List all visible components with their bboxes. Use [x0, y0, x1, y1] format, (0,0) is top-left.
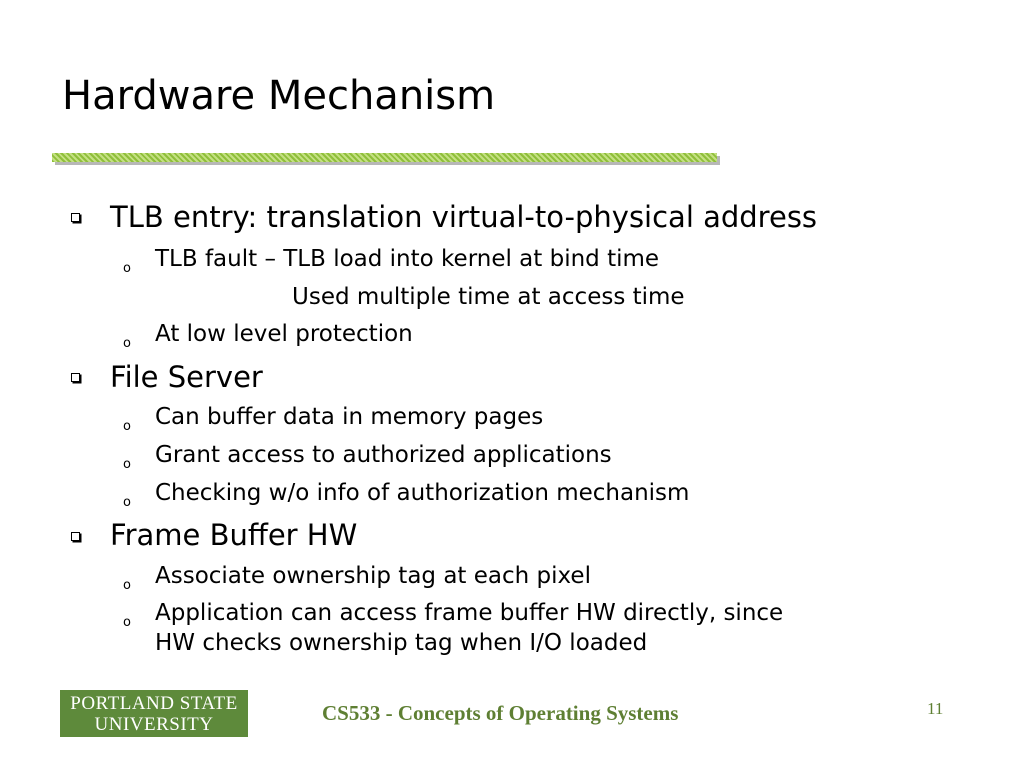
- sub-bullet-continuation: Used multiple time at access time: [292, 284, 685, 310]
- sub-bullet-checking: Checking w/o info of authorization mechanism: [155, 480, 690, 506]
- sub-bullet-continuation: HW checks ownership tag when I/O loaded: [155, 630, 648, 656]
- sub-bullet-app-access: Application can access frame buffer HW directly, since: [155, 600, 784, 626]
- sub-bullet-ownership-tag: Associate ownership tag at each pixel: [155, 563, 591, 589]
- logo-line-1: PORTLAND STATE: [70, 693, 238, 714]
- bullet-frame-buffer: Frame Buffer HW: [110, 518, 358, 552]
- sub-bullet-buffer-data: Can buffer data in memory pages: [155, 404, 544, 430]
- square-bullet-icon: [71, 532, 80, 541]
- sub-bullet-marker: o: [123, 615, 131, 630]
- sub-bullet-grant-access: Grant access to authorized applications: [155, 442, 612, 468]
- sub-bullet-low-level-protection: At low level protection: [155, 321, 413, 347]
- square-bullet-icon: [71, 213, 80, 222]
- page-number: 11: [927, 699, 944, 718]
- sub-bullet-marker: o: [123, 419, 131, 434]
- bullet-file-server: File Server: [110, 360, 263, 394]
- sub-bullet-marker: o: [123, 457, 131, 472]
- slide-title: Hardware Mechanism: [62, 73, 496, 119]
- bullet-tlb-entry: TLB entry: translation virtual-to-physical address: [110, 200, 818, 234]
- university-logo: [60, 690, 248, 737]
- footer-course-title: CS533 - Concepts of Operating Systems: [322, 701, 679, 725]
- logo-line-2: UNIVERSITY: [94, 714, 214, 735]
- sub-bullet-marker: o: [123, 261, 131, 276]
- sub-bullet-marker: o: [123, 495, 131, 510]
- sub-bullet-marker: o: [123, 578, 131, 593]
- sub-bullet-marker: o: [123, 336, 131, 351]
- sub-bullet-tlb-fault: TLB fault – TLB load into kernel at bind time: [155, 246, 660, 272]
- square-bullet-icon: [71, 373, 80, 382]
